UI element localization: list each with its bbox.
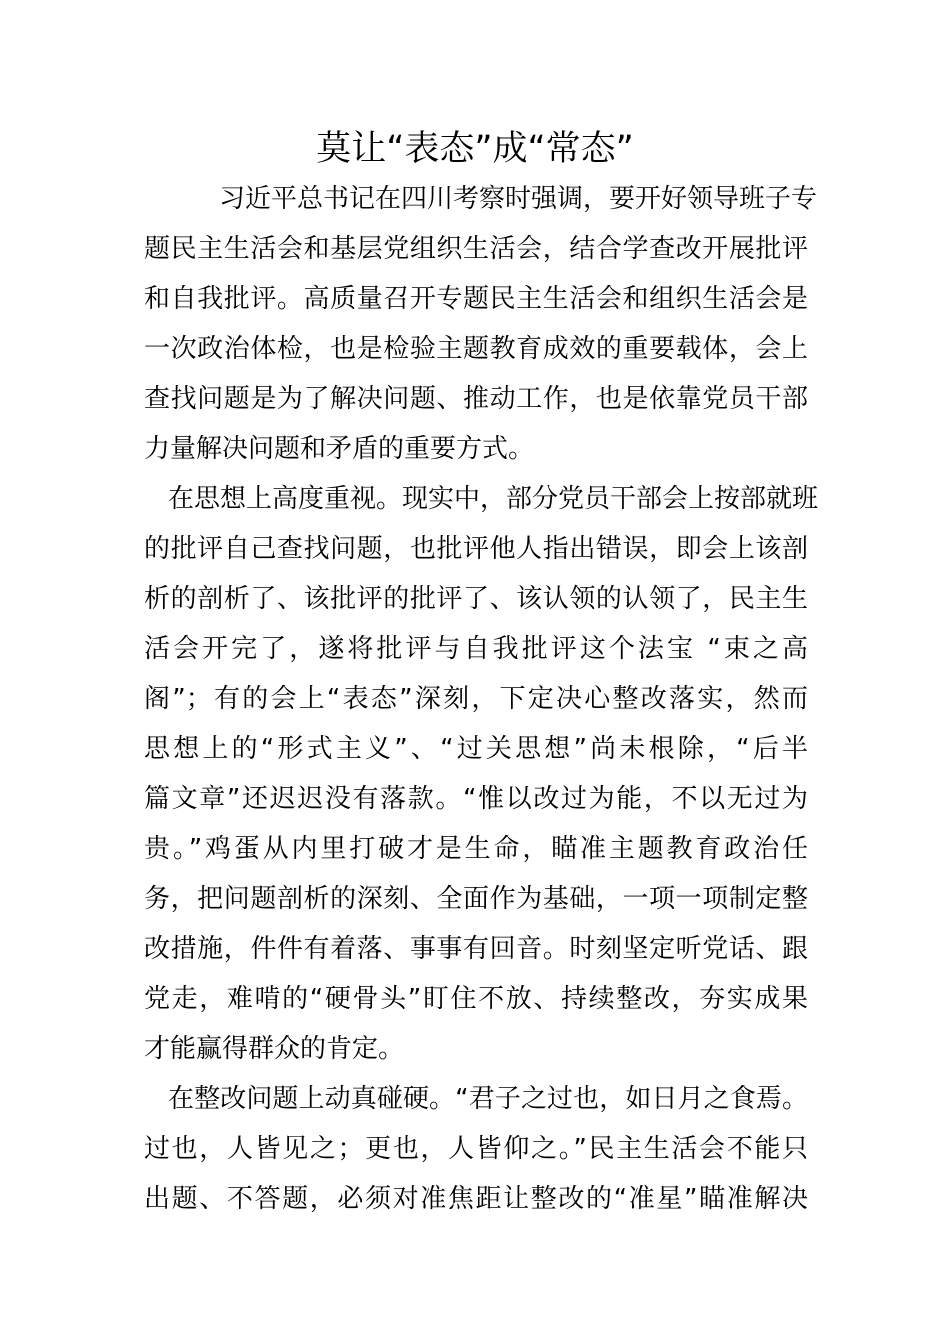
paragraph-line: 析的剖析了、该批评的批评了、该认领的认领了，民主生 bbox=[144, 584, 808, 614]
paragraph-line: 党走，难啃的“硬骨头”盯住不放、持续整改，夯实成果 bbox=[144, 984, 808, 1014]
paragraph-line: 活会开完了，遂将批评与自我批评这个法宝 “束之高 bbox=[144, 634, 808, 664]
paragraph-line: 务，把问题剖析的深刻、全面作为基础，一项一项制定整 bbox=[144, 884, 808, 914]
paragraph-line: 贵。”鸡蛋从内里打破才是生命，瞄准主题教育政治任 bbox=[144, 834, 808, 864]
paragraph-line: 过也，人皆见之；更也，人皆仰之。”民主生活会不能只 bbox=[144, 1134, 808, 1164]
paragraph-line: 思想上的“形式主义”、“过关思想”尚未根除，“后半 bbox=[144, 734, 808, 764]
paragraph-line: 改措施，件件有着落、事事有回音。时刻坚定听党话、跟 bbox=[144, 934, 808, 964]
paragraph-line: 题民主生活会和基层党组织生活会，结合学查改开展批评 bbox=[144, 234, 808, 264]
paragraph-line: 在整改问题上动真碰硬。“君子之过也，如日月之食焉。 bbox=[168, 1084, 808, 1114]
paragraph-line: 一次政治体检，也是检验主题教育成效的重要载体，会上 bbox=[144, 334, 808, 364]
paragraph-line: 的批评自己查找问题，也批评他人指出错误，即会上该剖 bbox=[144, 534, 808, 564]
document-title: 莫让“表态”成“常态” bbox=[316, 129, 634, 169]
paragraph-line: 篇文章”还迟迟没有落款。“惟以改过为能，不以无过为 bbox=[144, 784, 808, 814]
paragraph-line: 查找问题是为了解决问题、推动工作，也是依靠党员干部 bbox=[144, 384, 808, 414]
paragraph-line: 在思想上高度重视。现实中，部分党员干部会上按部就班 bbox=[168, 484, 819, 514]
paragraph-line: 习近平总书记在四川考察时强调，要开好领导班子专 bbox=[219, 184, 818, 214]
paragraph-line: 和自我批评。高质量召开专题民主生活会和组织生活会是 bbox=[144, 284, 808, 314]
paragraph-line: 才能赢得群众的肯定。 bbox=[144, 1034, 405, 1064]
paragraph-line: 力量解决问题和矛盾的重要方式。 bbox=[144, 434, 535, 464]
paragraph-line: 出题、不答题，必须对准焦距让整改的“准星”瞄准解决 bbox=[144, 1184, 808, 1214]
paragraph-line: 阁”；有的会上“表态”深刻，下定决心整改落实，然而 bbox=[144, 684, 808, 714]
